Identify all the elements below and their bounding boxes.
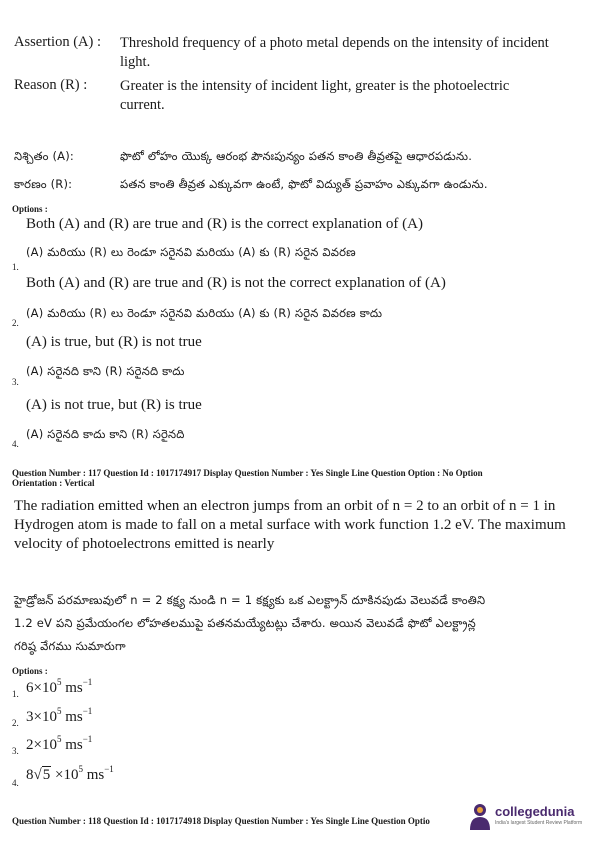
q117-te-line-2: 1.2 eV పని ప్రమేయంగల లోహతలముపై పతనమయ్యేటట్లు చేశారు. అయిన వెలువడే ఫొటో ఎలక్ట్రాన్ల [14,616,476,630]
option-4-te: (A) సరైనది కాదు కాని (R) సరైనది [26,427,185,441]
options-label: Options : [12,204,48,214]
assertion-line-1: Threshold frequency of a photo metal depends on the intensity of incident [120,35,549,51]
q117-option-3-number: 3. [12,746,19,756]
q117-option-1-exp: 5 [56,677,62,687]
q117-option-2-unit-exp: −1 [82,706,93,716]
option-4-number: 4. [12,439,19,449]
q117-te-line-3: గరిష్ఠ వేగము సుమారుగా [14,639,126,653]
q117-option-2-exp: 5 [56,706,62,716]
q117-option-1-number: 1. [12,689,19,699]
q117-en-line-3: velocity of photoelectrons emitted is nearly [14,536,275,552]
te-assertion-label: నిశ్చితం (A): [14,149,74,163]
reason-line-2: current. [120,97,165,113]
q118-header: Question Number : 118 Question Id : 1017174918 Display Question Number : Yes Single Line Question Optio [12,816,430,826]
logo-tagline: India's largest Student Review Platform [495,820,583,826]
q117-option-4-number: 4. [12,778,19,788]
logo-icon [467,802,493,832]
logo-name: collegedunia [495,804,575,819]
q117-option-3-unit: ms [61,737,83,753]
q117-en-line-2: Hydrogen atom is made to fall on a metal surface with work function 1.2 eV. The maximum [14,517,566,533]
q117-option-3 [26,734,93,754]
q117-option-3-unit-exp: −1 [82,734,93,744]
sqrt-symbol: √5 [33,767,51,783]
q117-option-4-coef: ×10 [51,767,79,783]
option-3-te: (A) సరైనది కాని (R) సరైనది కాదు [26,364,185,378]
te-assertion-text: ఫొటో లోహం యొక్క ఆరంభ పౌనఃపున్యం పతన కాంతి తీవ్రతపై ఆధారపడును. [120,149,473,163]
q117-option-2-coef: 3×10 [26,709,57,725]
option-2-en: Both (A) and (R) are true and (R) is not the correct explanation of (A) [26,275,446,291]
reason-text [120,77,590,115]
q117-header-line-1: Question Number : 117 Question Id : 1017174917 Display Question Number : Yes Single Line Question Option : No Option [12,468,483,478]
q117-options-label: Options : [12,666,48,676]
q117-option-3-exp: 5 [56,734,62,744]
q117-option-2-number: 2. [12,718,19,728]
assertion-line-2: light. [120,54,151,70]
q117-option-4-radicand: 5 [42,767,51,783]
option-1-number: 1. [12,262,19,272]
option-4-en: (A) is not true, but (R) is true [26,397,202,413]
te-reason-text: పతన కాంతి తీవ్రత ఎక్కువగా ఉంటే, ఫొటో విద్యుత్ ప్రవాహం ఎక్కువగా ఉండును. [120,177,488,191]
option-2-te: (A) మరియు (R) లు రెండూ సరైనవి మరియు (A) కు (R) సరైన వివరణ కాదు [26,306,383,320]
option-1-te: (A) మరియు (R) లు రెండూ సరైనవి మరియు (A) కు (R) సరైన వివరణ [26,245,356,259]
q117-te-line-1: హైడ్రోజన్ పరమాణువులో n = 2 కక్ష్య నుండి n = 1 కక్ష్యకు ఒక ఎలక్ట్రాన్ దూకినపుడు వెలువడే కాంతిని [14,593,486,607]
option-3-en: (A) is true, but (R) is not true [26,334,202,350]
q117-option-4-exp: 5 [78,764,83,774]
q117-option-4 [26,764,114,784]
q117-header [12,468,592,488]
q117-header-line-2: Orientation : Vertical [12,478,95,488]
q117-en-line-1: The radiation emitted when an electron jumps from an orbit of n = 2 to an orbit of n = 1 in [14,498,556,514]
assertion-label: Assertion (A) : [14,34,101,50]
q117-option-3-coef: 2×10 [26,737,57,753]
q117-option-4-unit-exp: −1 [104,764,114,774]
q117-question-te [14,589,589,658]
assertion-text [120,34,590,72]
q117-option-1-coef: 6×10 [26,680,57,696]
option-2-number: 2. [12,318,19,328]
te-reason-label: కారణం (R): [14,177,73,191]
option-3-number: 3. [12,377,19,387]
option-1-en: Both (A) and (R) are true and (R) is the correct explanation of (A) [26,216,423,232]
q117-question-en [14,497,589,554]
collegedunia-logo [467,800,587,836]
q117-option-1 [26,677,93,697]
reason-label: Reason (R) : [14,77,88,93]
q117-option-4-prefix: 8 [26,767,34,783]
q117-option-4-unit: ms [82,767,105,783]
q117-option-2-unit: ms [61,709,83,725]
q117-option-1-unit: ms [61,680,83,696]
q117-option-1-unit-exp: −1 [82,677,93,687]
reason-line-1: Greater is the intensity of incident light, greater is the photoelectric [120,78,510,94]
q117-option-2 [26,706,93,726]
